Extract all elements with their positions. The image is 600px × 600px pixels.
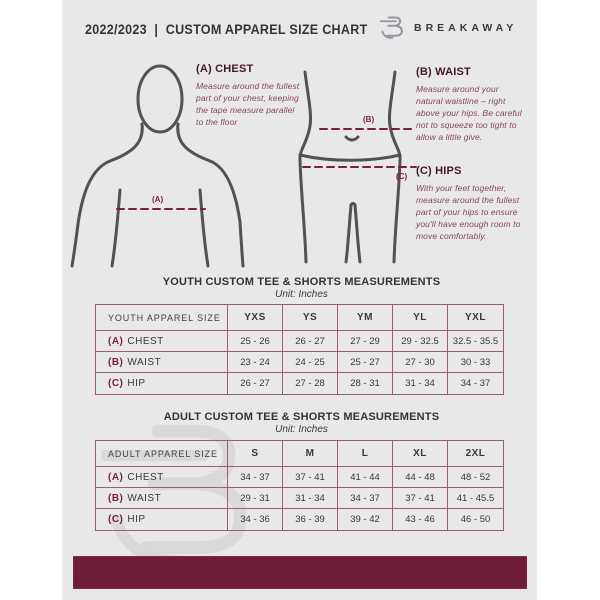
table-cell: 31 - 34	[283, 488, 338, 509]
youth-chest-prefix: (A)	[108, 335, 124, 347]
chest-instruction-title: (A) CHEST	[196, 63, 254, 75]
table-cell: 26 - 27	[228, 373, 283, 394]
youth-header-yl: YL	[393, 305, 448, 331]
hips-instruction-text: With your feet together, measure around the fullest part of your hips to ensure you'll have enough room to move comfortably.	[416, 183, 521, 241]
adult-size-table	[95, 440, 504, 531]
adult-header-s: S	[228, 441, 283, 467]
brand-name: BREAKAWAY	[414, 21, 518, 34]
table-cell: 39 - 42	[338, 509, 393, 530]
brand-lockup	[380, 15, 517, 40]
table-cell: 27 - 30	[393, 352, 448, 373]
table-cell: 37 - 41	[393, 488, 448, 509]
table-cell: 30 - 33	[448, 352, 503, 373]
adult-waist-row-label	[96, 488, 228, 509]
hips-instruction	[416, 165, 534, 242]
table-cell: 46 - 50	[460, 514, 491, 525]
youth-table-unit: Unit: Inches	[275, 289, 328, 300]
table-cell: 41 - 44	[338, 467, 393, 488]
waist-instruction-text: Measure around your natural waistline – right above your hips. Be careful not to squeeze too tight to allow a little give.	[416, 84, 522, 142]
youth-header-ys: YS	[283, 305, 338, 331]
youth-waist-label: WAIST	[127, 356, 162, 368]
youth-waist-prefix: (B)	[108, 356, 124, 368]
table-cell: 25 - 26	[228, 331, 283, 352]
breakaway-logo-icon	[380, 15, 406, 40]
table-cell: 44 - 48	[393, 467, 448, 488]
youth-size-table	[95, 304, 504, 395]
table-cell: 43 - 46	[393, 509, 448, 530]
adult-chest-row-label	[96, 467, 228, 488]
chest-line-label: (A)	[152, 195, 164, 204]
table-cell: 31 - 34	[393, 373, 448, 394]
adult-hip-row-label	[96, 509, 228, 530]
table-cell: 26 - 27	[283, 331, 338, 352]
youth-hip-label: HIP	[127, 378, 146, 389]
adult-waist-prefix: (B)	[108, 492, 124, 504]
table-cell: 34 - 37	[228, 467, 283, 488]
adult-header-size: ADULT APPAREL SIZE	[96, 441, 228, 467]
table-cell: 24 - 25	[283, 352, 338, 373]
table-cell: 27 - 29	[338, 331, 393, 352]
adult-header-m: M	[283, 441, 338, 467]
chest-instruction-text: Measure around the fullest part of your chest, keeping the tape measure parallel to the floor	[196, 81, 300, 127]
youth-chest-row-label	[96, 331, 228, 352]
youth-header-yxs: YXS	[228, 305, 283, 331]
youth-chest-label: CHEST	[127, 335, 164, 347]
adult-header-l: L	[338, 441, 393, 467]
waist-instruction-title: (B) WAIST	[416, 66, 471, 78]
adult-hip-label: HIP	[127, 514, 146, 525]
adult-chest-label: CHEST	[127, 471, 164, 483]
table-cell: 36 - 39	[283, 509, 338, 530]
hips-instruction-title: (C) HIPS	[416, 165, 462, 177]
table-cell: 32.5 - 35.5	[448, 331, 503, 352]
waist-hips-diagram	[280, 58, 420, 270]
table-cell: 34 - 36	[228, 509, 283, 530]
adult-table-unit: Unit: Inches	[275, 424, 328, 435]
table-cell: 25 - 27	[338, 352, 393, 373]
waist-line-label: (B)	[363, 115, 375, 124]
youth-hip-prefix: (C)	[108, 378, 124, 389]
adult-hip-prefix: (C)	[108, 514, 124, 525]
table-cell: 34 - 37	[460, 378, 491, 389]
youth-header-yxl: YXL	[448, 305, 503, 331]
hips-line-label: (C)	[396, 172, 408, 181]
table-cell: 41 - 45.5	[448, 488, 503, 509]
adult-table-title: ADULT CUSTOM TEE & SHORTS MEASUREMENTS	[163, 411, 440, 423]
table-cell: 29 - 32.5	[393, 331, 448, 352]
size-chart-page	[62, 0, 537, 600]
adult-chest-prefix: (A)	[108, 471, 124, 483]
youth-header-size: YOUTH APPAREL SIZE	[96, 305, 228, 331]
adult-header-xl: XL	[393, 441, 448, 467]
chest-instruction	[196, 63, 300, 129]
youth-table-title: YOUTH CUSTOM TEE & SHORTS MEASUREMENTS	[162, 276, 441, 288]
adult-waist-label: WAIST	[127, 492, 162, 504]
footer-bar	[73, 556, 527, 589]
youth-header-ym: YM	[338, 305, 393, 331]
table-cell: 37 - 41	[283, 467, 338, 488]
youth-waist-row-label	[96, 352, 228, 373]
table-cell: 23 - 24	[228, 352, 283, 373]
table-cell: 29 - 31	[228, 488, 283, 509]
table-cell: 48 - 52	[448, 467, 503, 488]
table-cell: 34 - 37	[338, 488, 393, 509]
table-cell: 28 - 31	[338, 373, 393, 394]
table-cell: 27 - 28	[283, 373, 338, 394]
adult-header-2xl: 2XL	[448, 441, 503, 467]
youth-hip-row-label	[96, 373, 228, 394]
waist-instruction	[416, 66, 524, 143]
page-title: 2022/2023 | CUSTOM APPAREL SIZE CHART	[85, 22, 368, 37]
